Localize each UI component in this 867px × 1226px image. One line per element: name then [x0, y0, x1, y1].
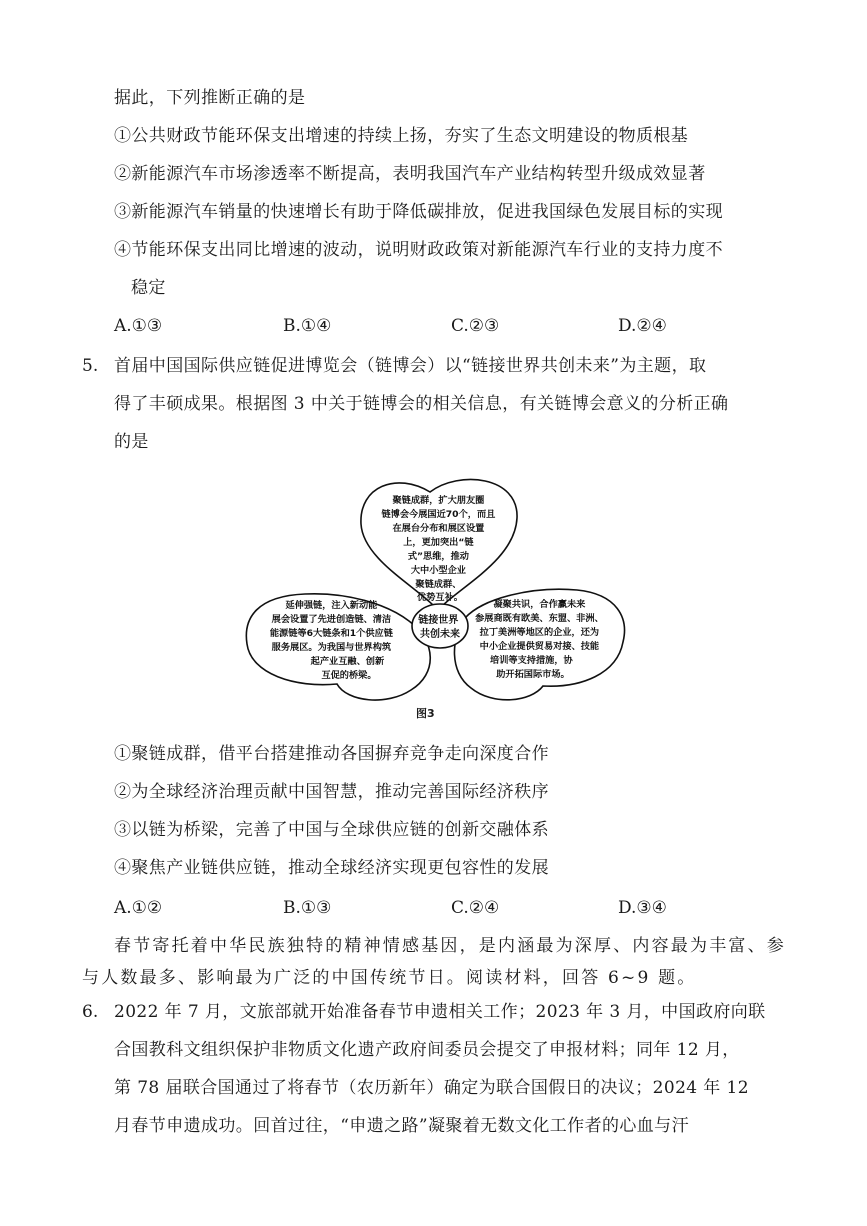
clover-figure: [237, 466, 632, 711]
top-petal-line-7: 聚链成群、: [415, 579, 462, 590]
q5-stem-line-2: 得了丰硕成果。根据图 3 中关于链博会的相关信息，有关链博会意义的分析正确: [114, 394, 729, 414]
top-petal-line-4: 上，更加突出“链: [403, 537, 474, 548]
right-petal-line-5: 培训等支持措施，协: [490, 655, 573, 666]
center-line-1: 链接世界: [418, 615, 459, 626]
top-petal-line-8: 优势互补。: [417, 592, 463, 603]
top-petal-line-5: 式”思维，推动: [407, 551, 469, 562]
q5-number: 5.: [82, 356, 99, 376]
q5-statement-2: ②为全球经济治理贡献中国智慧，推动完善国际经济秩序: [114, 782, 549, 802]
q6-number: 6.: [82, 1002, 99, 1022]
q5-option-d: D.③④: [618, 898, 667, 918]
right-petal-line-1: 凝聚共识，合作赢未来: [493, 599, 586, 610]
q5-statement-3: ③以链为桥梁，完善了中国与全球供应链的创新交融体系: [114, 820, 549, 840]
material-line-2: 与人数最多、影响最为广泛的中国传统节日。阅读材料，回答 6~9 题。: [82, 968, 697, 988]
svg-text:凝聚共识，合作赢未来 参展商既有欧美、东盟、非洲、: [475, 598, 607, 680]
q4-option-b: B.①④: [283, 316, 332, 336]
top-petal-line-3: 在展台分布和展区设置: [392, 523, 485, 534]
q5-option-c: C.②④: [451, 898, 500, 918]
figure-caption: 图3: [416, 707, 435, 720]
q6-line-4: 月春节申遗成功。回首过往，“申遗之路”凝聚着无数文化工作者的心血与汗: [114, 1116, 689, 1136]
right-petal-line-4: 中小企业提供贸易对接、技能: [479, 641, 600, 652]
right-petal-line-3: 拉丁美洲等地区的企业，还为: [479, 627, 600, 638]
q5-option-b: B.①③: [283, 898, 332, 918]
q4-statement-4: ④节能环保支出同比增速的波动，说明财政政策对新能源汽车行业的支持力度不: [114, 240, 723, 260]
top-petal-line-6: 大中小型企业: [410, 565, 466, 576]
left-petal-line-4: 服务展区。为我国与世界构筑: [271, 642, 392, 653]
q6-line-2: 合国教科文组织保护非物质文化遗产政府间委员会提交了申报材料；同年 12 月，: [114, 1040, 740, 1060]
left-petal-line-3: 能源链等6大链条和1个供应链: [269, 628, 393, 639]
q4-option-c: C.②③: [451, 316, 500, 336]
q5-statement-1: ①聚链成群，借平台搭建推动各国摒弃竞争走向深度合作: [114, 744, 549, 764]
top-petal-line-1: 聚链成群，扩大朋友圈: [392, 495, 485, 506]
svg-text:延伸强链，注入新动能 展会设置了先进创造链、清洁: [270, 599, 396, 681]
material-line-1: 春节寄托着中华民族独特的精神情感基因，是内涵最为深厚、内容最为丰富、参: [114, 936, 786, 956]
q5-statement-4: ④聚焦产业链供应链，推动全球经济实现更包容性的发展: [114, 858, 549, 878]
q4-statement-2: ②新能源汽车市场渗透率不断提高，表明我国汽车产业结构转型升级成效显著: [114, 164, 706, 184]
q6-line-1: 2022 年 7 月，文旅部就开始准备春节申遗相关工作；2023 年 3 月，中国政府向联: [114, 1002, 766, 1022]
left-petal-line-5: 起产业互融、创新: [310, 656, 385, 667]
q4-statement-1: ①公共财政节能环保支出增速的持续上扬，夯实了生态文明建设的物质根基: [114, 126, 689, 146]
right-petal-line-2: 参展商既有欧美、东盟、非洲、: [475, 613, 604, 624]
q5-stem-line-3: 的是: [114, 432, 149, 452]
q5-option-a: A.①②: [114, 898, 163, 918]
q4-statement-3: ③新能源汽车销量的快速增长有助于降低碳排放，促进我国绿色发展目标的实现: [114, 202, 723, 222]
right-petal-line-6: 助开拓国际市场。: [496, 669, 570, 680]
q4-statement-4-cont: 稳定: [131, 278, 166, 298]
left-petal-line-6: 互促的桥梁。: [321, 670, 377, 681]
svg-text:聚链成群，扩大朋友圈 链博会今展国近70个，而且: [381, 494, 498, 603]
q4-option-d: D.②④: [618, 316, 667, 336]
q6-line-3: 第 78 届联合国通过了将春节（农历新年）确定为联合国假日的决议；2024 年 12: [114, 1078, 749, 1098]
q5-stem-line-1: 首届中国国际供应链促进博览会（链博会）以“链接世界共创未来”为主题，取: [114, 356, 707, 376]
center-circle: [412, 604, 468, 648]
center-line-2: 共创未来: [420, 629, 460, 640]
left-petal-line-2: 展会设置了先进创造链、清洁: [271, 614, 392, 625]
q4-option-a: A.①③: [114, 316, 163, 336]
q4-stem-end: 据此，下列推断正确的是: [114, 88, 306, 108]
left-petal-line-1: 延伸强链，注入新动能: [285, 600, 378, 611]
top-petal-line-2: 链博会今展国近70个，而且: [381, 509, 496, 520]
